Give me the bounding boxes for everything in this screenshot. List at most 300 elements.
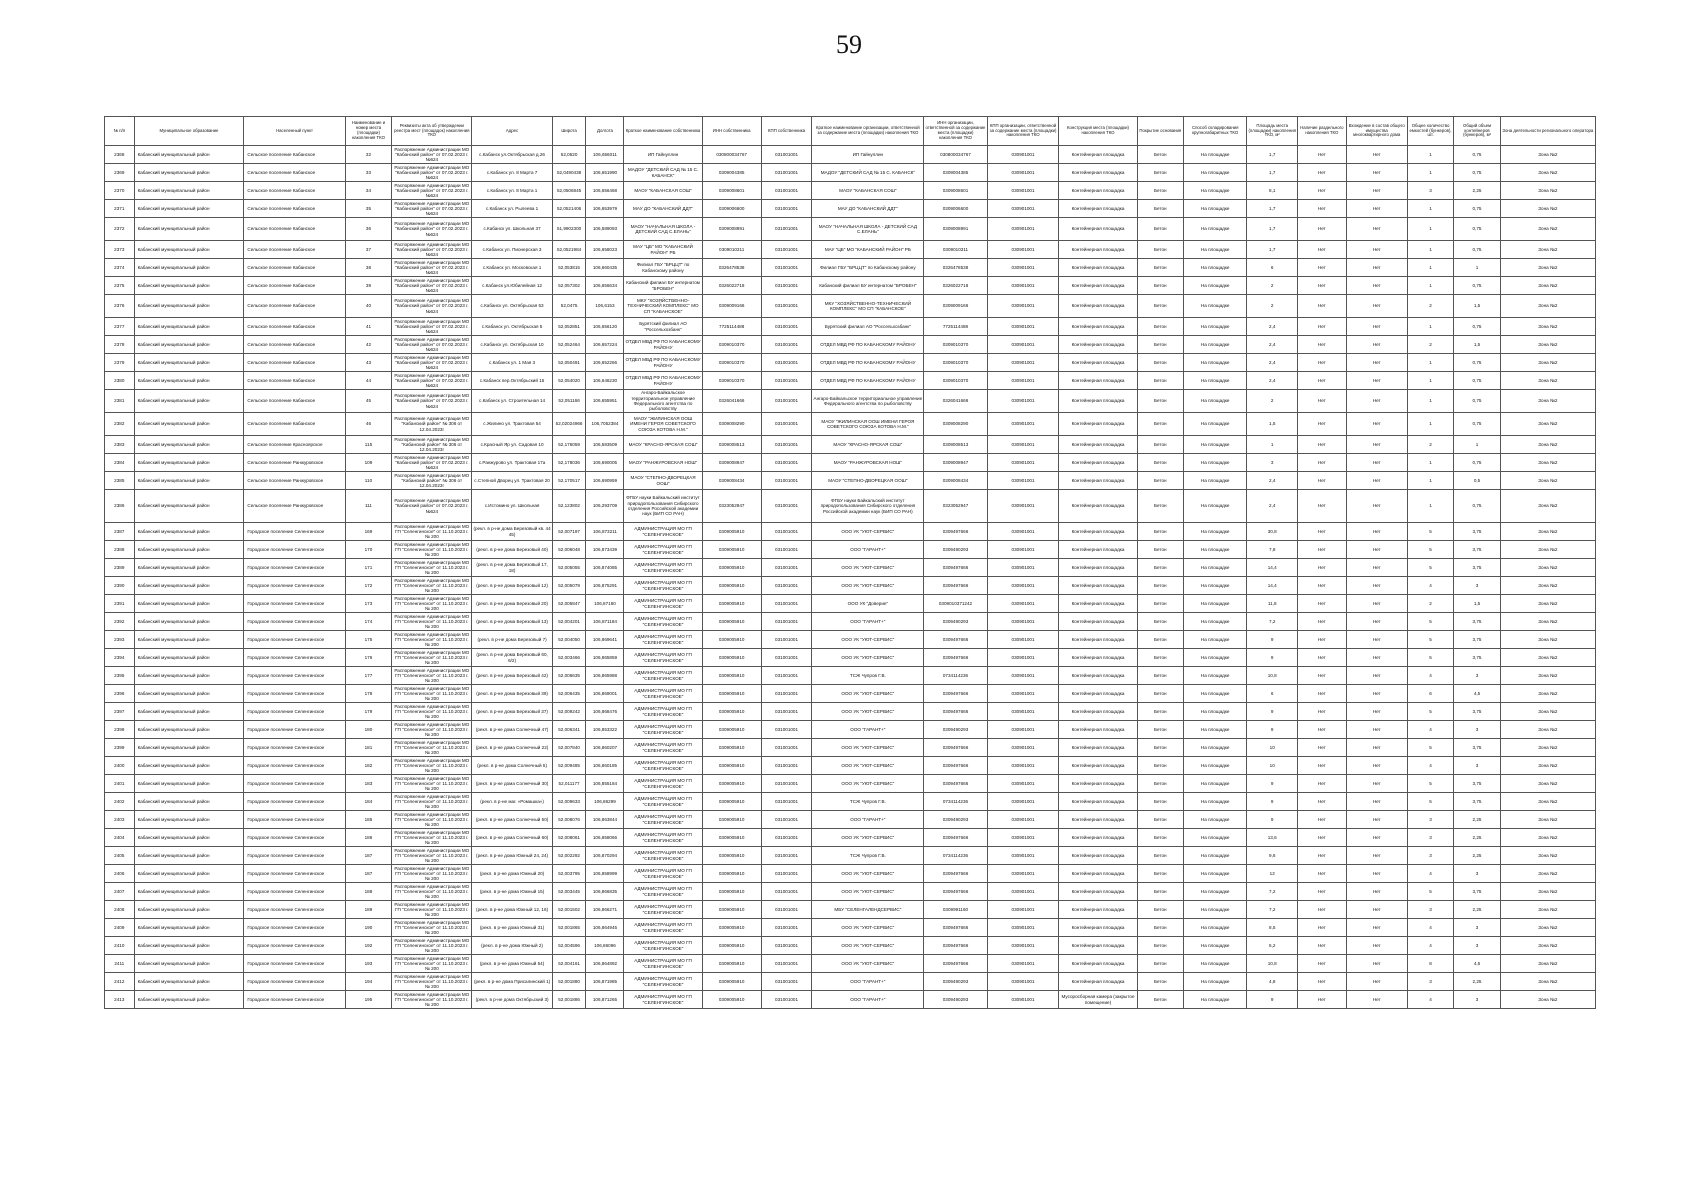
table-row xyxy=(105,937,1596,955)
table-cell: Контейнерная площадка xyxy=(1059,901,1137,919)
table-cell: 2369 xyxy=(105,164,135,182)
table-cell: Контейнерная площадка xyxy=(1059,318,1137,336)
table-cell: Распоряжение Администрации МО "Кабанский район" от 07.02.2023 г. №624 xyxy=(392,372,472,390)
table-cell: Кабанский муниципальный район xyxy=(134,937,244,955)
table-cell: 182 xyxy=(345,757,391,775)
table-cell: Бетон xyxy=(1137,937,1183,955)
table-row xyxy=(105,847,1596,865)
table-cell: 106,690959 xyxy=(586,472,624,490)
table-cell: Зона №2 xyxy=(1500,241,1595,259)
table-cell: (рекл. в р-не дома Солнечный 60) xyxy=(472,829,552,847)
table-cell: Нет xyxy=(1346,739,1407,757)
table-cell: ООО УК "УЮТ-СЕРВИС" xyxy=(812,955,924,973)
table-cell: 030901001 xyxy=(987,241,1059,259)
table-cell: Распоряжение Администрации МО ГП "Селенгинское" от 11.10.2023 г. № 200 xyxy=(392,775,472,793)
table-cell: 0309010371242 xyxy=(924,595,987,613)
table-cell: Контейнерная площадка xyxy=(1059,667,1137,685)
table-cell: 030901001 xyxy=(987,318,1059,336)
table-row xyxy=(105,793,1596,811)
table-cell: АДМИНИСТРАЦИЯ МО ГП "СЕЛЕНГИНСКОЕ" xyxy=(624,703,702,721)
table-cell: Распоряжение Администрации МО "Кабанский район" от 07.02.2023 г. №624 xyxy=(392,259,472,277)
table-cell: Городское поселение Селенгинское xyxy=(244,577,345,595)
table-cell: 2405 xyxy=(105,847,135,865)
table-cell: Филиал ГБУ "БРЦЦТ" по Кабанскому району xyxy=(812,259,924,277)
table-cell: Зона №2 xyxy=(1500,937,1595,955)
table-cell: 2386 xyxy=(105,490,135,523)
table-cell: Нет xyxy=(1298,883,1347,901)
table-cell: 1,5 xyxy=(1454,595,1500,613)
table-cell: 030901001 xyxy=(987,883,1059,901)
table-cell: Городское поселение Селенгинское xyxy=(244,703,345,721)
table-cell: Распоряжение Администрации МО "Кабанский район" № 306 от 12.04.2023г xyxy=(392,413,472,436)
table-cell: Сельское поселение Кабанское xyxy=(244,277,345,295)
table-cell: Бетон xyxy=(1137,295,1183,318)
table-cell: Нет xyxy=(1298,829,1347,847)
table-cell: Контейнерная площадка xyxy=(1059,390,1137,413)
table-cell: Сельское поселение Кабанское xyxy=(244,354,345,372)
table-cell: 52,001502 xyxy=(552,901,586,919)
table-row xyxy=(105,595,1596,613)
table-cell: 0734114236 xyxy=(924,847,987,865)
table-cell: 106,656634 xyxy=(586,277,624,295)
table-cell: Нет xyxy=(1298,937,1347,955)
table-cell: Бетон xyxy=(1137,883,1183,901)
table-cell: 6 xyxy=(1247,259,1298,277)
table-cell: Городское поселение Селенгинское xyxy=(244,955,345,973)
table-cell: 0309008601 xyxy=(702,182,761,200)
table-cell: Бетон xyxy=(1137,865,1183,883)
table-cell: 2412 xyxy=(105,973,135,991)
table-cell: 3 xyxy=(1247,454,1298,472)
table-cell: 5 xyxy=(1407,649,1453,667)
table-cell: 180 xyxy=(345,721,391,739)
table-cell: с.Кабанск ул. Строительная 14 xyxy=(472,390,552,413)
table-cell: Распоряжение Администрации МО "Кабанский район" от 07.02.2023 г. №624 xyxy=(392,241,472,259)
table-cell: 2379 xyxy=(105,354,135,372)
table-cell: 3 xyxy=(1407,182,1453,200)
table-cell: Распоряжение Администрации МО ГП "Селенгинское" от 11.10.2023 г. № 200 xyxy=(392,523,472,541)
table-cell: Контейнерная площадка xyxy=(1059,757,1137,775)
table-cell: 2396 xyxy=(105,685,135,703)
table-cell: Кабанский муниципальный район xyxy=(134,241,244,259)
table-cell: 9 xyxy=(1247,721,1298,739)
table-cell: Городское поселение Селенгинское xyxy=(244,757,345,775)
table-cell: 030901001 xyxy=(987,955,1059,973)
table-cell: 0309008434 xyxy=(924,472,987,490)
table-cell: Зона №2 xyxy=(1500,865,1595,883)
table-cell: 52,005847 xyxy=(552,595,586,613)
table-cell: Распоряжение Администрации МО "Кабанский район" от 07.02.2023 г. №624 xyxy=(392,218,472,241)
table-cell: Зона №2 xyxy=(1500,919,1595,937)
table-cell: АДМИНИСТРАЦИЯ МО ГП "СЕЛЕНГИНСКОЕ" xyxy=(624,649,702,667)
registry-table-container xyxy=(104,116,1596,1009)
table-cell: Зона №2 xyxy=(1500,829,1595,847)
table-cell: 2393 xyxy=(105,631,135,649)
table-cell: АДМИНИСТРАЦИЯ МО ГП "СЕЛЕНГИНСКОЕ" xyxy=(624,775,702,793)
table-cell: 1 xyxy=(1407,454,1453,472)
table-cell: 031001001 xyxy=(761,541,812,559)
table-cell: МАОУ "КРАСНО-ЯРСКАЯ СОШ" xyxy=(812,436,924,454)
table-cell: 0309005910 xyxy=(702,559,761,577)
table-cell: 2408 xyxy=(105,901,135,919)
table-cell: Кабанский муниципальный район xyxy=(134,523,244,541)
table-cell: 0309490293 xyxy=(924,721,987,739)
table-cell: Филиал ГБУ "БРЦЦТ" по Кабанскому району xyxy=(624,259,702,277)
table-cell: 106,855184 xyxy=(586,775,624,793)
table-cell: 0309010370 xyxy=(702,336,761,354)
table-cell: Зона №2 xyxy=(1500,336,1595,354)
table-cell: Зона №2 xyxy=(1500,883,1595,901)
table-cell: 031001001 xyxy=(761,336,812,354)
table-cell: 0734114236 xyxy=(924,667,987,685)
table-cell: ОТДЕЛ МВД РФ ПО КАБАНСКОМУ РАЙОНУ xyxy=(812,354,924,372)
table-cell: 030901001 xyxy=(987,721,1059,739)
table-cell: Нет xyxy=(1298,182,1347,200)
table-cell: 2377 xyxy=(105,318,135,336)
table-cell: Контейнерная площадка xyxy=(1059,595,1137,613)
table-cell: Контейнерная площадка xyxy=(1059,436,1137,454)
table-cell: 52,004596 xyxy=(552,937,586,955)
table-cell: МАОУ "ЖИЛИНСКАЯ ООШ ИМЕНИ ГЕРОЯ СОВЕТСКОГО СОЮЗА КОТОВА Н.М." xyxy=(812,413,924,436)
table-cell: 106,7052384 xyxy=(586,413,624,436)
table-cell: Зона №2 xyxy=(1500,667,1595,685)
table-row xyxy=(105,295,1596,318)
table-cell: Бетон xyxy=(1137,577,1183,595)
table-cell: 52,009242 xyxy=(552,703,586,721)
table-cell: 106,660435 xyxy=(586,259,624,277)
table-cell: Бетон xyxy=(1137,336,1183,354)
table-cell: Распоряжение Администрации МО ГП "Селенгинское" от 11.10.2023 г. № 200 xyxy=(392,793,472,811)
table-cell: МАОУ "РАНЖУРОВСКАЯ НОШ" xyxy=(624,454,702,472)
table-cell: 106,651990 xyxy=(586,164,624,182)
table-cell: На площадке xyxy=(1184,757,1247,775)
table-cell: На площадке xyxy=(1184,973,1247,991)
table-cell: 106,655951 xyxy=(586,390,624,413)
table-cell: 2402 xyxy=(105,793,135,811)
table-cell: (рекл. в р-не дома Южный 54) xyxy=(472,955,552,973)
table-cell: Нет xyxy=(1346,454,1407,472)
table-cell: 7,2 xyxy=(1247,901,1298,919)
table-cell: 2 xyxy=(1247,295,1298,318)
table-cell: Контейнерная площадка xyxy=(1059,454,1137,472)
table-cell: Контейнерная площадка xyxy=(1059,631,1137,649)
table-cell: 3,75 xyxy=(1454,649,1500,667)
table-cell: 031001001 xyxy=(761,318,812,336)
table-cell: Контейнерная площадка xyxy=(1059,372,1137,390)
table-cell: с.Красный Яр ул. Садовая 10 xyxy=(472,436,552,454)
table-cell: 7,2 xyxy=(1247,613,1298,631)
table-cell: 183 xyxy=(345,775,391,793)
table-row xyxy=(105,200,1596,218)
table-cell: ООО УК "УЮТ-СЕРВИС" xyxy=(812,559,924,577)
table-cell: Зона №2 xyxy=(1500,541,1595,559)
table-cell: 031001001 xyxy=(761,883,812,901)
table-cell: 52,0490438 xyxy=(552,164,586,182)
table-cell: 106,86299 xyxy=(586,793,624,811)
table-cell: Распоряжение Администрации МО "Кабанский район" от 07.02.2023 г. №624 xyxy=(392,182,472,200)
table-cell: На площадке xyxy=(1184,318,1247,336)
table-cell: Кабанский муниципальный район xyxy=(134,793,244,811)
table-cell: Бетон xyxy=(1137,318,1183,336)
table-cell: 106,583509 xyxy=(586,436,624,454)
table-cell: 0309497666 xyxy=(924,919,987,937)
table-cell: 2387 xyxy=(105,523,135,541)
table-cell: 52,005055 xyxy=(552,559,586,577)
table-cell: Бетон xyxy=(1137,277,1183,295)
table-cell: 0309005910 xyxy=(702,973,761,991)
table-cell: Нет xyxy=(1346,991,1407,1009)
table-cell: АДМИНИСТРАЦИЯ МО ГП "СЕЛЕНГИНСКОЕ" xyxy=(624,793,702,811)
table-cell: Бетон xyxy=(1137,685,1183,703)
table-cell: На площадке xyxy=(1184,277,1247,295)
table-cell: Городское поселение Селенгинское xyxy=(244,541,345,559)
table-cell: ООО УК "УЮТ-СЕРВИС" xyxy=(812,685,924,703)
table-cell: 1,7 xyxy=(1247,146,1298,164)
table-cell: 9 xyxy=(1247,793,1298,811)
table-row xyxy=(105,541,1596,559)
table-cell: На площадке xyxy=(1184,577,1247,595)
table-cell: Кабанский муниципальный район xyxy=(134,559,244,577)
table-cell: 106,870294 xyxy=(586,847,624,865)
table-row xyxy=(105,991,1596,1009)
table-cell: Нет xyxy=(1298,372,1347,390)
table-cell: Бетон xyxy=(1137,955,1183,973)
table-cell: Зона №2 xyxy=(1500,200,1595,218)
table-cell: 0309005910 xyxy=(702,883,761,901)
table-cell: 2,25 xyxy=(1454,829,1500,847)
column-header: Краткое наименование собственника xyxy=(624,117,702,146)
table-cell: Контейнерная площадка xyxy=(1059,541,1137,559)
table-cell: 38 xyxy=(345,259,391,277)
table-cell: 9,6 xyxy=(1247,847,1298,865)
table-cell: АДМИНИСТРАЦИЯ МО ГП "СЕЛЕНГИНСКОЕ" xyxy=(624,811,702,829)
table-cell: На площадке xyxy=(1184,490,1247,523)
table-cell: 031001001 xyxy=(761,757,812,775)
table-cell: 0309005910 xyxy=(702,523,761,541)
table-cell: 0,75 xyxy=(1454,164,1500,182)
table-cell: Городское поселение Селенгинское xyxy=(244,613,345,631)
table-cell: 4,5 xyxy=(1454,955,1500,973)
table-cell: Сельское поселение Кабанское xyxy=(244,146,345,164)
table-cell: 0309005910 xyxy=(702,991,761,1009)
table-cell: Сельское поселение Кабанское xyxy=(244,182,345,200)
table-cell: На площадке xyxy=(1184,241,1247,259)
table-cell: 106,858066 xyxy=(586,829,624,847)
column-header: Покрытие основания xyxy=(1137,117,1183,146)
table-cell: Сельское поселение Кабанское xyxy=(244,200,345,218)
table-cell: 0309497666 xyxy=(924,757,987,775)
table-cell: Распоряжение Администрации МО ГП "Селенгинское" от 11.10.2023 г. № 200 xyxy=(392,829,472,847)
table-cell: 173 xyxy=(345,595,391,613)
table-cell: Контейнерная площадка xyxy=(1059,775,1137,793)
table-cell: 106,874085 xyxy=(586,559,624,577)
table-cell: Нет xyxy=(1298,919,1347,937)
table-cell: 46 xyxy=(345,413,391,436)
column-header: КПП собственника xyxy=(761,117,812,146)
table-cell: Зона №2 xyxy=(1500,372,1595,390)
table-cell: На площадке xyxy=(1184,613,1247,631)
table-cell: Кабанский муниципальный район xyxy=(134,991,244,1009)
table-cell: Нет xyxy=(1346,577,1407,595)
table-cell: 4 xyxy=(1407,721,1453,739)
table-cell: 52,178036 xyxy=(552,454,586,472)
table-cell: Кабанский муниципальный район xyxy=(134,318,244,336)
table-cell: Зона №2 xyxy=(1500,182,1595,200)
table-cell: 030901001 xyxy=(987,336,1059,354)
table-cell: 106,860185 xyxy=(586,757,624,775)
table-cell: 030901001 xyxy=(987,865,1059,883)
table-cell: 2410 xyxy=(105,937,135,955)
table-cell: 030901001 xyxy=(987,757,1059,775)
table-cell: 0,75 xyxy=(1454,318,1500,336)
table-cell: 106,853322 xyxy=(586,721,624,739)
table-cell: ОТДЕЛ МВД РФ ПО КАБАНСКОМУ РАЙОНУ xyxy=(812,336,924,354)
table-cell: (рекл. в р-не дома Березовый 37) xyxy=(472,703,552,721)
table-cell: Контейнерная площадка xyxy=(1059,146,1137,164)
table-cell: 52,006435 xyxy=(552,685,586,703)
table-cell: Контейнерная площадка xyxy=(1059,336,1137,354)
table-cell: 2371 xyxy=(105,200,135,218)
table-cell: На площадке xyxy=(1184,218,1247,241)
table-cell: МКУ "ХОЗЯЙСТВЕННО-ТЕХНИЧЕСКИЙ КОМПЛЕКС" МО СП "КАБАНСКОЕ" xyxy=(812,295,924,318)
table-cell: Распоряжение Администрации МО "Кабанский район" от 07.02.2023 г. №624 xyxy=(392,318,472,336)
table-cell: 3,75 xyxy=(1454,793,1500,811)
table-cell: Кабанский муниципальный район xyxy=(134,390,244,413)
table-cell: 0309005910 xyxy=(702,595,761,613)
table-cell: 030901001 xyxy=(987,703,1059,721)
table-cell: Нет xyxy=(1298,685,1347,703)
table-cell: На площадке xyxy=(1184,595,1247,613)
table-cell: 030901001 xyxy=(987,919,1059,937)
table-cell: 106,657224 xyxy=(586,336,624,354)
table-cell: 031001001 xyxy=(761,259,812,277)
table-cell: 2 xyxy=(1247,390,1298,413)
table-cell: 030800034767 xyxy=(924,146,987,164)
table-cell: 2,25 xyxy=(1454,901,1500,919)
table-cell: 030901001 xyxy=(987,436,1059,454)
table-cell: 1,7 xyxy=(1247,200,1298,218)
table-cell: 3 xyxy=(1454,865,1500,883)
table-cell: 2385 xyxy=(105,472,135,490)
table-cell: ОТДЕЛ МВД РФ ПО КАБАНСКОМУ РАЙОНУ xyxy=(624,336,702,354)
table-cell: Ангаро-Байкальское территориальное управление Федерального агентства по рыболовству xyxy=(624,390,702,413)
table-cell: Бетон xyxy=(1137,631,1183,649)
table-cell: На площадке xyxy=(1184,649,1247,667)
table-cell: Контейнерная площадка xyxy=(1059,793,1137,811)
table-cell: 9 xyxy=(1247,811,1298,829)
table-cell: 181 xyxy=(345,739,391,757)
table-cell: 106,864945 xyxy=(586,919,624,937)
table-cell: 193 xyxy=(345,955,391,973)
table-cell: 031001001 xyxy=(761,354,812,372)
table-cell: 189 xyxy=(345,901,391,919)
table-cell: Нет xyxy=(1298,523,1347,541)
table-cell: 0309004385 xyxy=(924,164,987,182)
table-cell: 175 xyxy=(345,631,391,649)
table-cell: 031001001 xyxy=(761,613,812,631)
table-cell: АДМИНИСТРАЦИЯ МО ГП "СЕЛЕНГИНСКОЕ" xyxy=(624,937,702,955)
table-cell: Городское поселение Селенгинское xyxy=(244,721,345,739)
table-cell: 2399 xyxy=(105,739,135,757)
table-cell: МАОУ "НАЧАЛЬНАЯ ШКОЛА - ДЕТСКИЙ САД С.ЕЛАНЬ" xyxy=(624,218,702,241)
table-cell: с.Кабанск ул. Рылеева 1 xyxy=(472,200,552,218)
table-cell: Зона №2 xyxy=(1500,454,1595,472)
table-cell: Нет xyxy=(1298,146,1347,164)
table-cell: 190 xyxy=(345,919,391,937)
table-cell: 32 xyxy=(345,146,391,164)
table-cell: 0309490293 xyxy=(924,613,987,631)
table-cell: 106,690005 xyxy=(586,454,624,472)
table-cell: Нет xyxy=(1298,336,1347,354)
table-cell: Кабанский муниципальный район xyxy=(134,541,244,559)
table-row xyxy=(105,739,1596,757)
table-cell: 030901001 xyxy=(987,259,1059,277)
table-cell: 52,011177 xyxy=(552,775,586,793)
table-cell: 109 xyxy=(345,454,391,472)
table-cell: 52,007840 xyxy=(552,739,586,757)
table-cell: 5 xyxy=(1407,703,1453,721)
table-cell: 9 xyxy=(1247,991,1298,1009)
table-cell: 52,005079 xyxy=(552,577,586,595)
table-cell: Бетон xyxy=(1137,829,1183,847)
table-cell: 1 xyxy=(1407,164,1453,182)
table-cell: Распоряжение Администрации МО "Кабанский район" от 07.02.2023 г. №624 xyxy=(392,390,472,413)
table-cell: АДМИНИСТРАЦИЯ МО ГП "СЕЛЕНГИНСКОЕ" xyxy=(624,901,702,919)
table-cell: Нет xyxy=(1298,472,1347,490)
table-cell: На площадке xyxy=(1184,164,1247,182)
table-cell: 0326478538 xyxy=(702,259,761,277)
table-cell: 52,004050 xyxy=(552,631,586,649)
table-cell: 0309009166 xyxy=(924,295,987,318)
table-cell: 0309490293 xyxy=(924,811,987,829)
table-cell: (рекл. в р-не дома Березовый 40) xyxy=(472,541,552,559)
table-cell: 031001001 xyxy=(761,390,812,413)
table-cell: 0309005910 xyxy=(702,721,761,739)
table-cell: (рекл. в р-не дома Солнечный 30) xyxy=(472,775,552,793)
table-cell: Бетон xyxy=(1137,775,1183,793)
table-cell: 2406 xyxy=(105,865,135,883)
table-cell: 0309497666 xyxy=(924,559,987,577)
table-cell: На площадке xyxy=(1184,883,1247,901)
table-cell: 030901001 xyxy=(987,775,1059,793)
table-cell: 0309005910 xyxy=(702,577,761,595)
table-cell: Контейнерная площадка xyxy=(1059,472,1137,490)
table-cell: Бетон xyxy=(1137,472,1183,490)
table-cell: Нет xyxy=(1346,847,1407,865)
table-cell: Контейнерная площадка xyxy=(1059,241,1137,259)
table-cell: 4 xyxy=(1407,577,1453,595)
table-cell: На площадке xyxy=(1184,919,1247,937)
table-cell: Бетон xyxy=(1137,757,1183,775)
table-cell: Нет xyxy=(1298,595,1347,613)
table-cell: На площадке xyxy=(1184,354,1247,372)
table-cell: Кабанский муниципальный район xyxy=(134,757,244,775)
table-cell: Нет xyxy=(1298,955,1347,973)
table-cell: (рекл. в р-не дома Присалинский 1) xyxy=(472,973,552,991)
table-cell: Контейнерная площадка xyxy=(1059,164,1137,182)
table-cell: АДМИНИСТРАЦИЯ МО ГП "СЕЛЕНГИНСКОЕ" xyxy=(624,883,702,901)
table-cell: 030901001 xyxy=(987,413,1059,436)
table-cell: Нет xyxy=(1346,200,1407,218)
table-cell: МКУ "ХОЗЯЙСТВЕННО-ТЕХНИЧЕСКИЙ КОМПЛЕКС" МО СП "КАБАНСКОЕ" xyxy=(624,295,702,318)
table-body xyxy=(105,146,1596,1009)
table-cell: 030901001 xyxy=(987,559,1059,577)
table-cell: 1,7 xyxy=(1247,164,1298,182)
table-cell: 5 xyxy=(1407,793,1453,811)
table-cell: 0309005910 xyxy=(702,865,761,883)
table-cell: Бетон xyxy=(1137,541,1183,559)
table-cell: Распоряжение Администрации МО ГП "Селенгинское" от 11.10.2023 г. № 200 xyxy=(392,541,472,559)
